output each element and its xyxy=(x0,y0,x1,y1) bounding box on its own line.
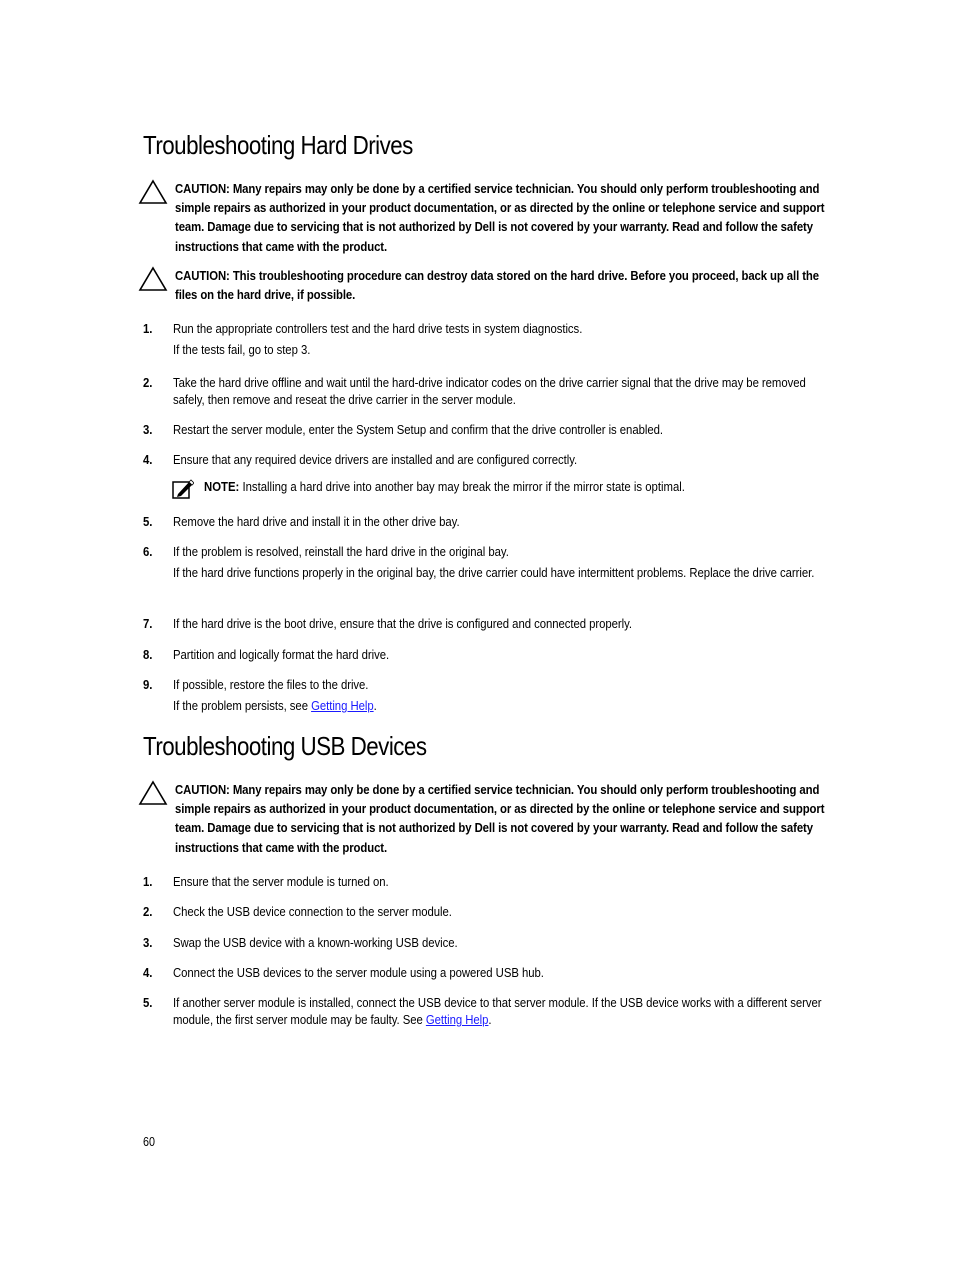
step-subtext xyxy=(173,696,835,715)
step-text-suffix: . xyxy=(488,1012,492,1028)
step-number: 5. xyxy=(143,995,153,1010)
step-subtext: If the hard drive functions properly in the original bay, the drive carrier could have intermittent problems. Replace the drive carrier. xyxy=(173,565,815,580)
step-number: 4. xyxy=(143,452,153,467)
caution-text: CAUTION: Many repairs may only be done by a certified service technician. You should only perform troubleshooting and simple repairs as authorized in your product documentation, or as directed by the online or telephone service and support team. Damage due to servicing that is not authorized by Dell is not covered by your warranty. Read and follow the safety instructions that came with the product. xyxy=(175,782,825,855)
caution-triangle-icon xyxy=(138,780,168,806)
caution-text: CAUTION: This troubleshooting procedure can destroy data stored on the hard drive. Before you proceed, back up all the files on the hard drive, if possible. xyxy=(175,268,819,303)
subtext-prefix: If the problem persists, see xyxy=(173,698,312,713)
step-number: 6. xyxy=(143,544,153,559)
step-number: 3. xyxy=(143,935,153,950)
step-text xyxy=(173,994,835,1028)
caution-triangle-icon xyxy=(138,266,168,292)
step-number: 1. xyxy=(143,321,153,336)
step-number: 2. xyxy=(143,904,153,919)
page-number: 60 xyxy=(143,1135,155,1149)
step-number: 7. xyxy=(143,616,153,631)
step-text: Ensure that the server module is turned on. xyxy=(173,874,389,889)
note-text xyxy=(204,478,858,495)
note-label: NOTE: xyxy=(204,479,240,494)
step-text: Remove the hard drive and install it in the other drive bay. xyxy=(173,514,460,529)
step-text: Check the USB device connection to the server module. xyxy=(173,904,452,919)
step-text-prefix: If another server module is installed, connect the USB device to that server module. If the USB device works with a different server module, the first server module may be faulty. See xyxy=(173,995,822,1028)
getting-help-link[interactable]: Getting Help xyxy=(425,1012,489,1028)
step-text: If the hard drive is the boot drive, ensure that the drive is configured and connected properly. xyxy=(173,616,633,631)
step-text: Swap the USB device with a known-working USB device. xyxy=(173,935,458,950)
step-number: 9. xyxy=(143,677,153,692)
caution-text: CAUTION: Many repairs may only be done by a certified service technician. You should only perform troubleshooting and simple repairs as authorized in your product documentation, or as directed by the online or telephone service and support team. Damage due to servicing that is not authorized by Dell is not covered by your warranty. Read and follow the safety instructions that came with the product. xyxy=(175,181,825,254)
step-number: 8. xyxy=(143,647,153,662)
note-body: Installing a hard drive into another bay may break the mirror if the mirror state is optimal. xyxy=(239,479,685,494)
step-text: If the problem is resolved, reinstall the hard drive in the original bay. xyxy=(173,544,509,559)
getting-help-link[interactable]: Getting Help xyxy=(311,698,374,713)
step-number: 4. xyxy=(143,965,153,980)
step-text: Ensure that any required device drivers are installed and are configured correctly. xyxy=(173,452,578,467)
step-text: Run the appropriate controllers test and the hard drive tests in system diagnostics. xyxy=(173,321,583,336)
step-text: Connect the USB devices to the server module using a powered USB hub. xyxy=(173,965,544,980)
subtext-suffix: . xyxy=(373,698,377,713)
step-text: Restart the server module, enter the System Setup and confirm that the drive controller is enabled. xyxy=(173,422,663,437)
step-number: 5. xyxy=(143,514,153,529)
caution-triangle-icon xyxy=(138,179,168,205)
note-pencil-icon xyxy=(172,479,194,499)
step-number: 2. xyxy=(143,375,153,390)
step-number: 1. xyxy=(143,874,153,889)
step-text: Partition and logically format the hard drive. xyxy=(173,647,390,662)
section-title-hard-drives: Troubleshooting Hard Drives xyxy=(143,130,413,160)
step-text: Take the hard drive offline and wait until the hard-drive indicator codes on the drive carrier signal that the drive may be removed safely, then remove and reseat the drive carrier in the server module. xyxy=(173,375,806,408)
section-title-usb-devices: Troubleshooting USB Devices xyxy=(143,731,427,761)
step-number: 3. xyxy=(143,422,153,437)
step-subtext: If the tests fail, go to step 3. xyxy=(173,342,311,357)
step-text: If possible, restore the files to the drive. xyxy=(173,677,369,692)
